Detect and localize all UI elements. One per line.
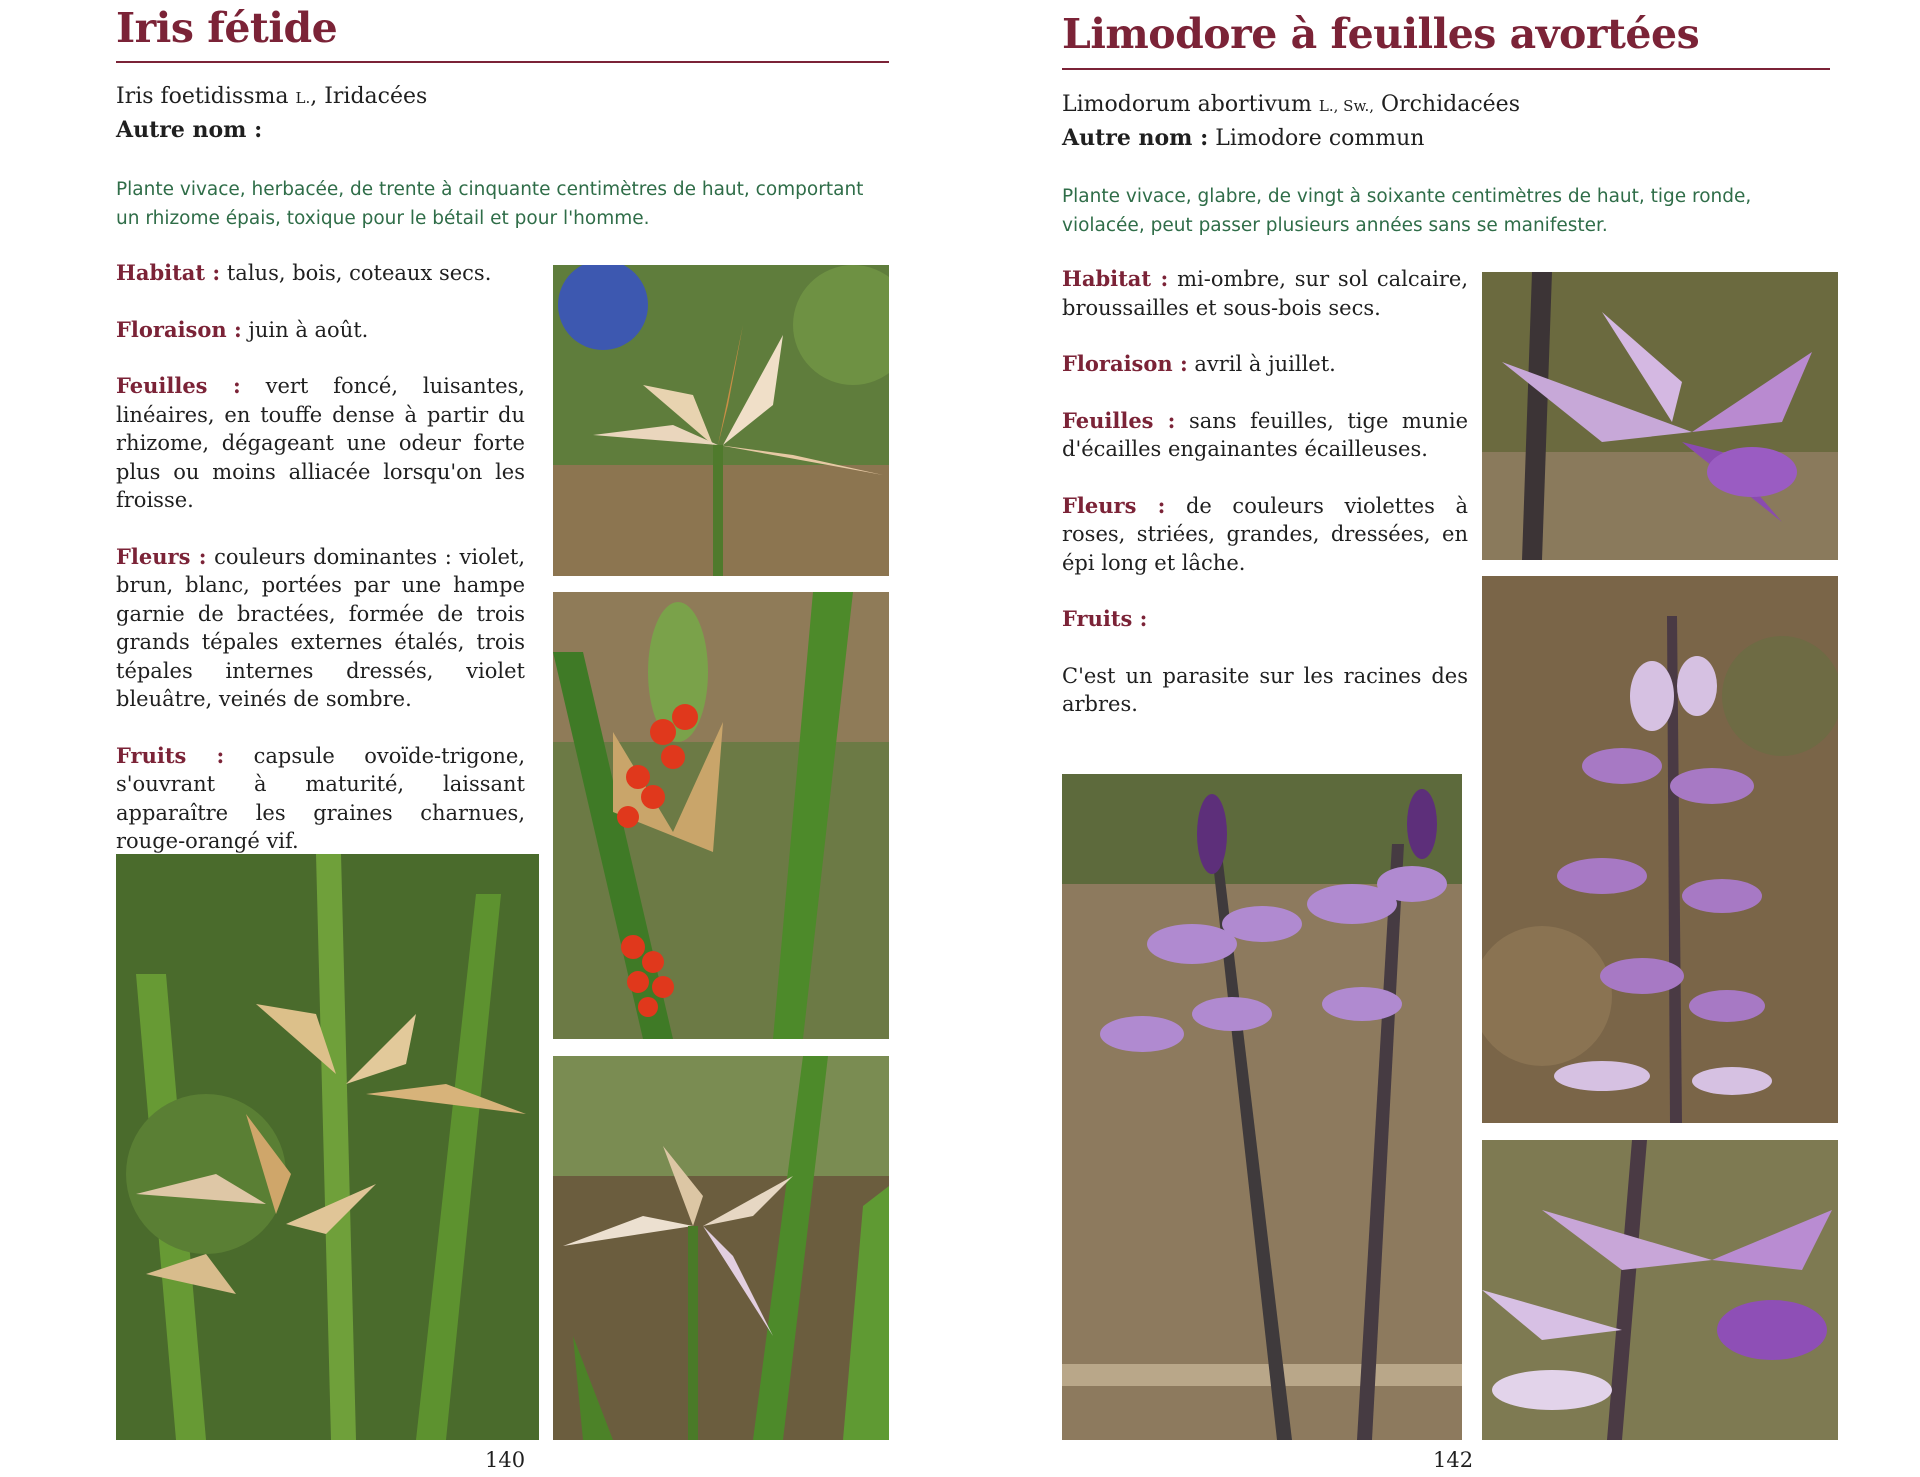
field-feuilles <box>1062 407 1468 464</box>
family-name: Orchidacées <box>1374 92 1520 117</box>
field-habitat <box>1062 265 1468 322</box>
field-label: Fruits : <box>1062 606 1148 631</box>
scientific-name: Iris foetidissma <box>116 84 289 109</box>
scientific-name: Limodorum abortivum <box>1062 92 1312 117</box>
plant-description: Plante vivace, herbacée, de trente à cinquante centimètres de haut, comportant un rhizome épais, toxique pour le bétail et pour l'homme. <box>116 179 864 229</box>
other-name: Limodore commun <box>1215 126 1425 151</box>
field-label: Habitat : <box>116 260 221 285</box>
iris-flower-photo <box>553 265 889 576</box>
limodore-flower-photo <box>1482 272 1838 560</box>
iris-clump-photo <box>116 854 539 1440</box>
other-name-line <box>116 117 262 143</box>
iris-seeds-photo <box>553 592 889 1039</box>
other-name-label: Autre nom : <box>116 117 263 143</box>
field-label: Habitat : <box>1062 266 1169 291</box>
field-text: avril à juillet. <box>1187 352 1336 376</box>
field-fleurs <box>116 543 525 714</box>
field-habitat <box>116 259 525 288</box>
field-fleurs <box>1062 492 1468 578</box>
page-title: Limodore à feuilles avortées <box>1062 10 1700 58</box>
field-label: Floraison : <box>116 316 242 342</box>
field-label: Feuilles : <box>1062 407 1176 433</box>
field-label: Fleurs : <box>116 543 207 569</box>
field-label: Fleurs : <box>1062 492 1166 518</box>
botanical-author: L., Sw., <box>1318 97 1375 115</box>
family-name: , Iridacées <box>310 84 428 109</box>
field-floraison <box>1062 350 1468 379</box>
field-text: de couleurs violettes à roses, striées, grandes, dressées, en épi long et lâche. <box>1062 493 1468 575</box>
title-rule <box>1062 68 1830 70</box>
field-text: talus, bois, coteaux secs. <box>220 261 492 285</box>
plant-fields <box>116 259 525 884</box>
field-text: juin à août. <box>241 317 369 342</box>
plant-description: Plante vivace, glabre, de vingt à soixante centimètres de haut, tige ronde, violacée, peut passer plusieurs années sans se manifester. <box>1062 186 1752 236</box>
other-name-line <box>1062 125 1424 151</box>
iris-closeup-photo <box>553 1056 889 1440</box>
field-feuilles <box>116 372 525 515</box>
parasite-note: C'est un parasite sur les racines des arbres. <box>1062 663 1468 716</box>
field-floraison <box>116 316 525 345</box>
field-text: capsule ovoïde-trigone, s'ouvrant à maturité, laissant apparaître les graines charnues, rouge-orangé vif. <box>116 743 525 853</box>
field-text: mi-ombre, sur sol calcaire, broussailles et sous-bois secs. <box>1062 267 1468 320</box>
page-title: Iris fétide <box>116 4 338 52</box>
limodore-group-photo <box>1062 774 1462 1440</box>
field-text: sans feuilles, tige munie d'écailles engainantes écailleuses. <box>1062 408 1468 461</box>
field-label: Feuilles : <box>116 373 241 398</box>
botanical-author: L. <box>295 89 311 107</box>
plant-fields <box>1062 265 1468 747</box>
limodore-closeup-photo <box>1482 1140 1838 1440</box>
field-text: vert foncé, luisantes, linéaires, en touffe dense à partir du rhizome, dégageant une odeur forte plus ou moins alliacée lorsqu'on les froisse. <box>116 374 525 512</box>
field-text: couleurs dominantes : violet, brun, blanc, portées par une hampe garnie de bractées, formée de trois grands tépales externes étalés, trois tépales internes dressés, violet bleuâtre, veinés de sombre. <box>116 544 525 711</box>
field-label: Floraison : <box>1062 351 1188 376</box>
scientific-name-line <box>1062 92 1520 117</box>
field-fruits <box>116 742 525 856</box>
limodore-spike-photo <box>1482 576 1838 1123</box>
page-number: 140 <box>485 1448 526 1472</box>
page-number: 142 <box>1433 1448 1474 1472</box>
scientific-name-line <box>116 84 427 109</box>
right-page <box>960 0 1920 1477</box>
title-rule <box>116 61 889 63</box>
field-fruits <box>1062 605 1468 634</box>
other-name-label: Autre nom : <box>1062 125 1209 151</box>
field-label: Fruits : <box>116 742 225 768</box>
